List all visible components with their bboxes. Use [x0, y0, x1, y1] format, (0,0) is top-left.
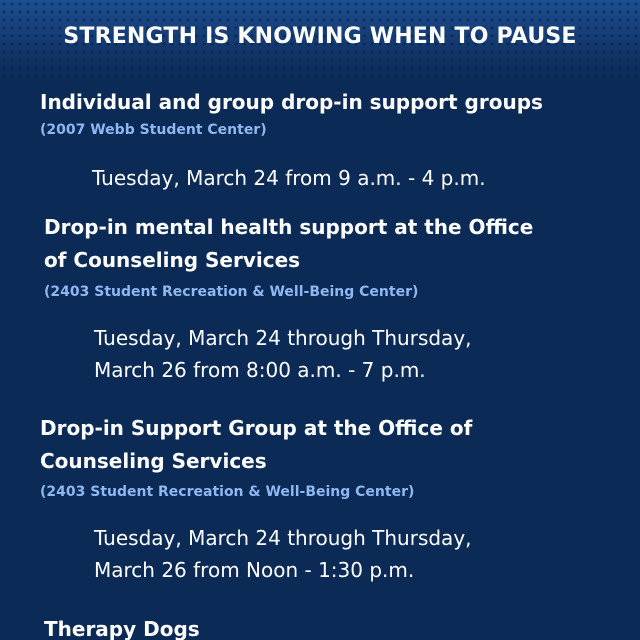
event-time: Tuesday, March 24 through Thursday,	[94, 326, 472, 350]
event-time: March 26 from 8:00 a.m. - 7 p.m.	[94, 358, 426, 382]
header-banner	[0, 0, 640, 82]
event-title: Drop-in mental health support at the Office	[44, 215, 534, 239]
event-title: Individual and group drop-in support groups	[40, 90, 543, 114]
event-time: March 26 from Noon - 1:30 p.m.	[94, 558, 415, 582]
event-title: Counseling Services	[40, 449, 267, 473]
event-title: Drop-in Support Group at the Office of	[40, 416, 473, 440]
event-location: (2403 Student Recreation & Well-Being Center)	[44, 284, 419, 300]
event-location: (2403 Student Recreation & Well-Being Center)	[40, 484, 415, 500]
event-location: (2007 Webb Student Center)	[40, 122, 267, 138]
page-title: STRENGTH IS KNOWING WHEN TO PAUSE	[63, 24, 577, 49]
event-time: Tuesday, March 24 through Thursday,	[94, 526, 472, 550]
event-title: of Counseling Services	[44, 248, 301, 272]
events-list	[0, 82, 640, 640]
event-title: Therapy Dogs	[44, 617, 200, 640]
event-time: Tuesday, March 24 from 9 a.m. - 4 p.m.	[92, 166, 486, 190]
